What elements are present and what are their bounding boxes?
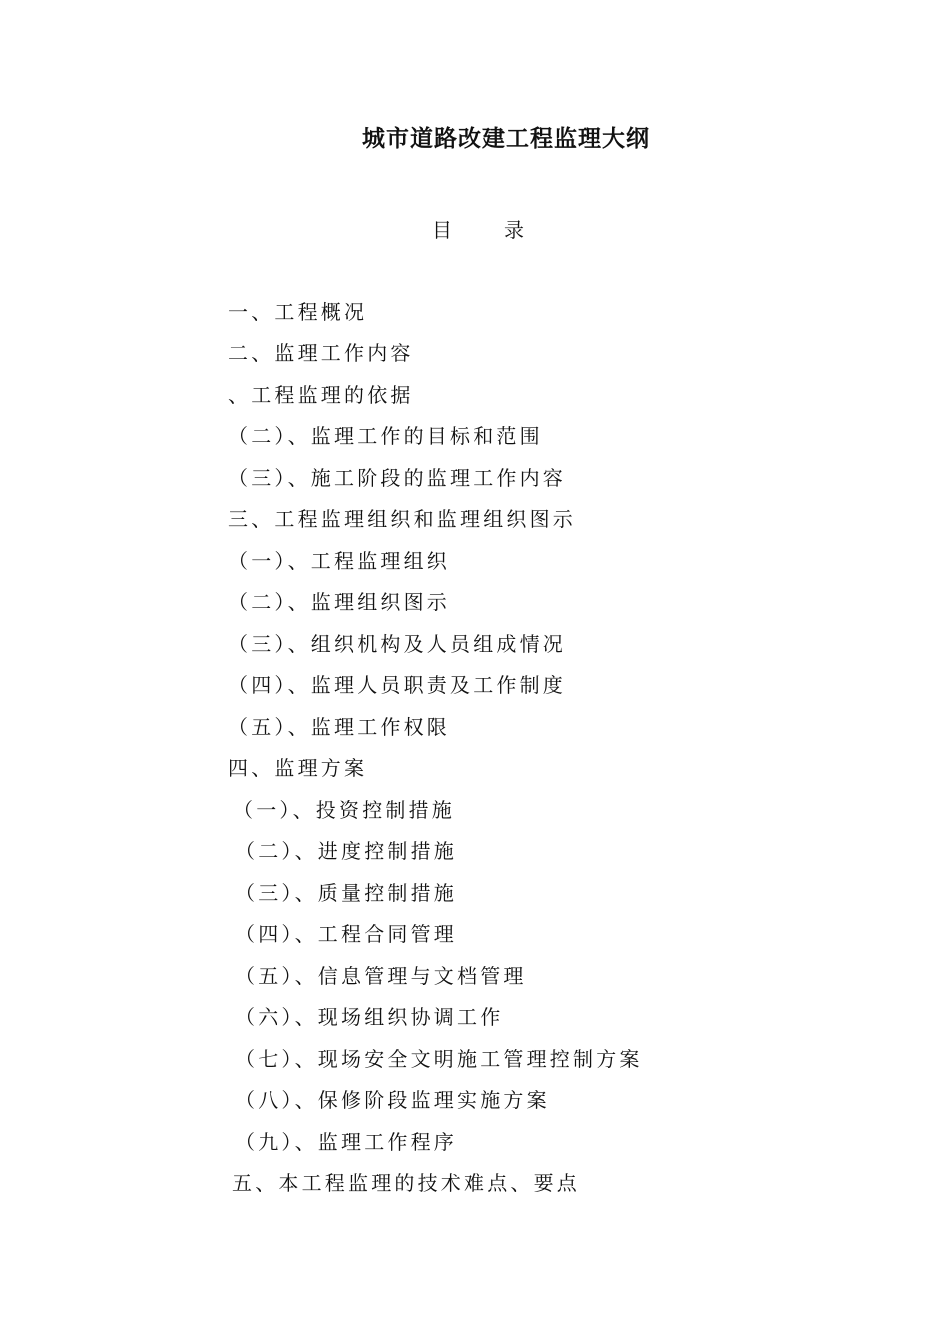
toc-item: （三）、组织机构及人员组成情况 (228, 632, 566, 656)
toc-item: （三）、质量控制措施 (235, 881, 457, 905)
toc-item: （一）、投资控制措施 (233, 798, 455, 822)
toc-item: （四）、工程合同管理 (235, 922, 457, 946)
toc-item: （六）、现场组织协调工作 (235, 1005, 504, 1029)
toc-item: （二）、监理工作的目标和范围 (228, 424, 543, 448)
toc-item: （四）、监理人员职责及工作制度 (228, 673, 566, 697)
toc-heading: 目录 (432, 218, 576, 242)
toc-item: （一）、工程监理组织 (228, 549, 450, 573)
toc-item: （八）、保修阶段监理实施方案 (235, 1088, 550, 1112)
toc-item: （五）、监理工作权限 (228, 715, 450, 739)
toc-item: （五）、信息管理与文档管理 (235, 964, 527, 988)
toc-item: （九）、监理工作程序 (235, 1130, 457, 1154)
toc-item: （二）、进度控制措施 (235, 839, 457, 863)
toc-item: 、工程监理的依据 (228, 383, 414, 407)
toc-item: （二）、监理组织图示 (228, 590, 450, 614)
toc-item: 二、监理工作内容 (228, 341, 414, 365)
toc-item: （三）、施工阶段的监理工作内容 (228, 466, 566, 490)
toc-item: 一、工程概况 (228, 300, 368, 324)
toc-item: 五、本工程监理的技术难点、要点 (232, 1171, 580, 1195)
toc-item: 三、工程监理组织和监理组织图示 (228, 507, 576, 531)
toc-item: （七）、现场安全文明施工管理控制方案 (235, 1047, 643, 1071)
toc-item: 四、监理方案 (228, 756, 368, 780)
document-title: 城市道路改建工程监理大纲 (362, 126, 650, 152)
